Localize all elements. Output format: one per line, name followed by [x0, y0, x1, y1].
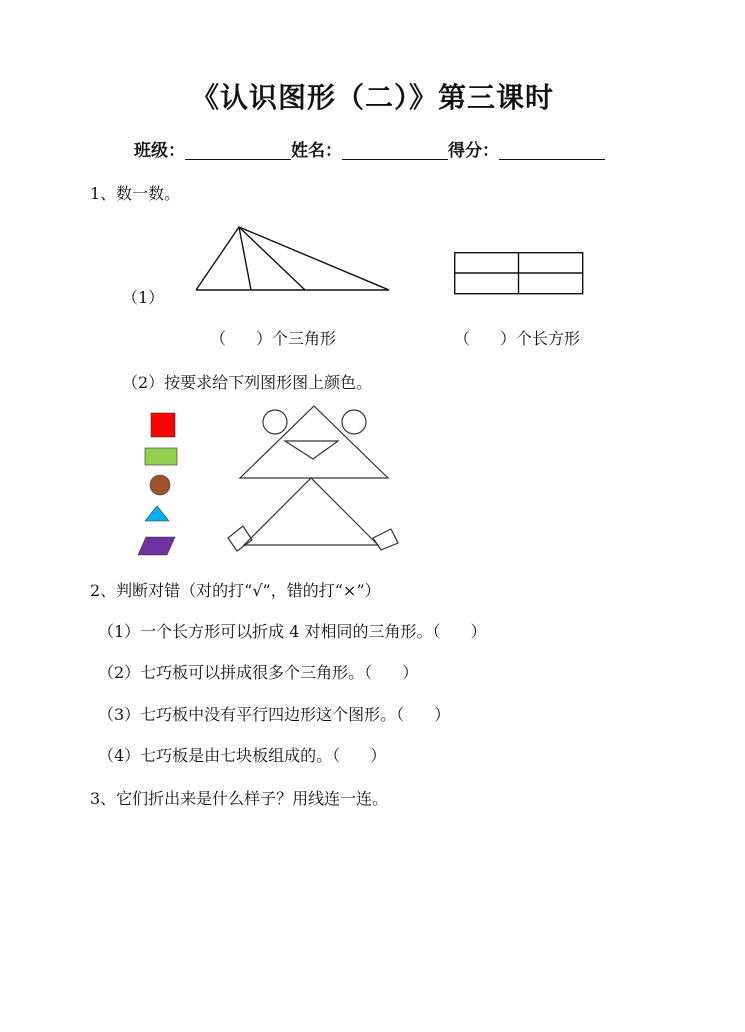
red-square-icon: [151, 413, 175, 437]
class-label: 班级：: [134, 141, 185, 161]
color-swatch-column: [137, 410, 181, 560]
purple-parallelogram-icon: [138, 537, 175, 555]
page-title: 《认识图形（二）》第三课时: [190, 81, 554, 114]
bear-left-ear: [263, 410, 287, 434]
q2-heading: 2、判断对错（对的打“√”，错的打“×”）: [90, 581, 381, 600]
score-blank[interactable]: [499, 141, 605, 160]
q2-item-3: （3）七巧板中没有平行四边形这个图形。（ ）: [98, 705, 451, 724]
triangle-count-answer: （ ）个三角形: [210, 329, 337, 348]
q1-heading: 1、数一数。: [90, 184, 181, 203]
rect-count-answer: （ ）个长方形: [454, 329, 581, 348]
bear-right-ear: [342, 410, 366, 434]
q2-item-2: （2）七巧板可以拼成很多个三角形。（ ）: [98, 663, 419, 682]
score-label: 得分：: [448, 141, 499, 161]
blue-triangle-icon: [145, 506, 169, 521]
bear-shape-figure: [225, 403, 405, 553]
triangle-figure: [195, 226, 395, 296]
brown-circle-icon: [150, 475, 170, 495]
q3-heading: 3、它们折出来是什么样子？用线连一连。: [90, 789, 389, 808]
q1-sub2-text: （2）按要求给下列图形图上颜色。: [122, 373, 373, 392]
bear-body-triangle: [244, 478, 378, 545]
name-label: 姓名：: [291, 141, 342, 161]
bear-head-triangle: [240, 406, 388, 478]
q1-sub1-label: （1）: [122, 288, 165, 307]
bear-right-paw: [373, 529, 398, 550]
green-rectangle-icon: [145, 448, 177, 465]
q2-item-4: （4）七巧板是由七块板组成的。（ ）: [98, 746, 387, 765]
bear-nose-triangle: [285, 441, 338, 459]
class-blank[interactable]: [185, 141, 291, 160]
rectangle-grid-figure: [454, 252, 584, 296]
bear-left-paw: [228, 526, 252, 551]
class-field-group: [134, 136, 605, 161]
q2-item-1: （1）一个长方形可以折成 4 对相同的三角形。（ ）: [98, 622, 487, 641]
name-blank[interactable]: [342, 141, 448, 160]
